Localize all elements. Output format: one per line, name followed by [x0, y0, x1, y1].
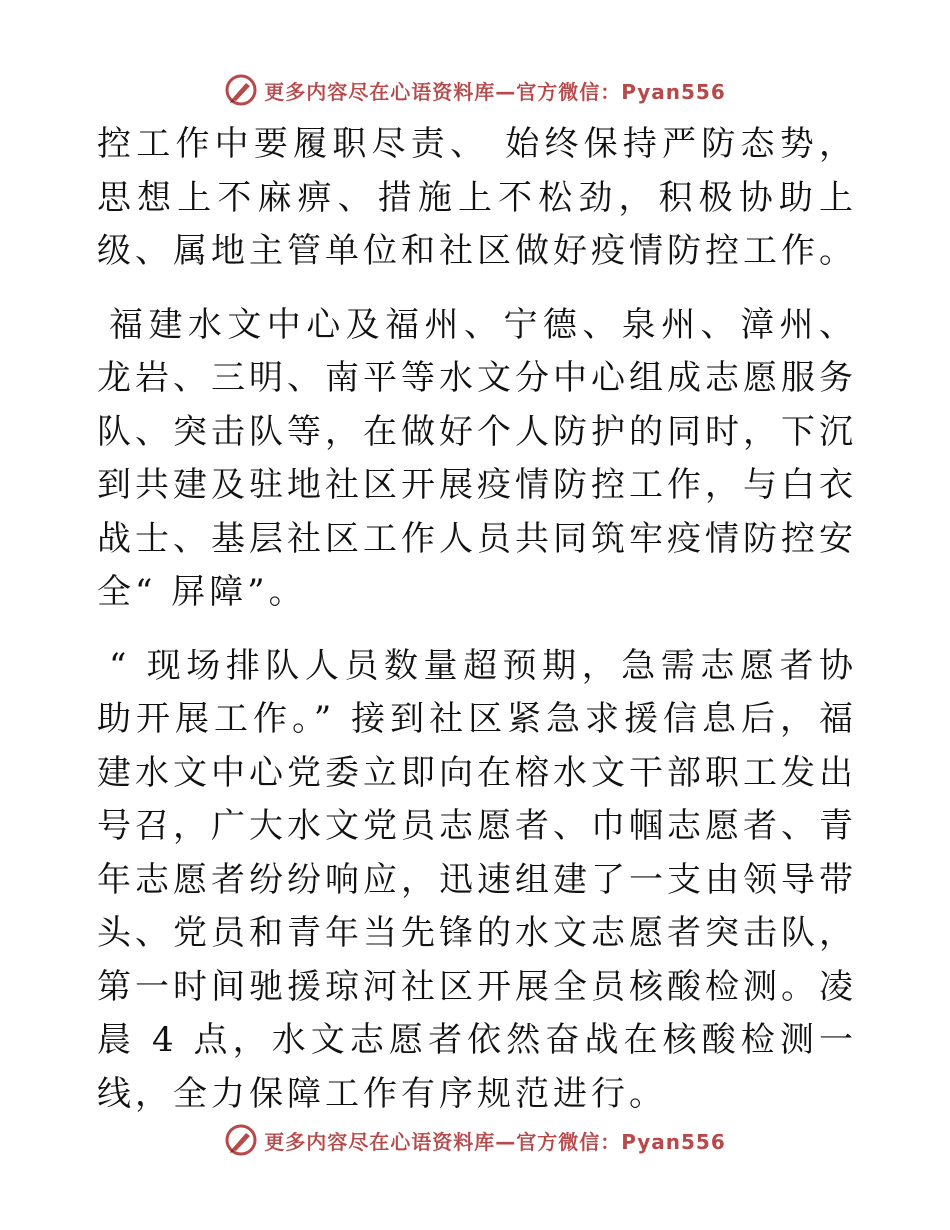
- pen-logo-icon: [224, 73, 258, 107]
- watermark-text: 更多内容尽在心语资料库—官方微信：Pyan556: [264, 79, 726, 104]
- pen-logo-icon: [224, 1123, 258, 1157]
- watermark-text: 更多内容尽在心语资料库—官方微信：Pyan556: [264, 1129, 726, 1154]
- header-watermark: [0, 70, 950, 110]
- paragraph: “ 现场排队人员数量超预期，急需志愿者协助开展工作。” 接到社区紧急求援信息后，福建水文中心党委立即向在榕水文干部职工发出号召，广大水文党员志愿者、巾帼志愿者、青年志愿者纷纷响应，迅速组建了一支由领导带头、党员和青年当先锋的水文志愿者突击队，第一时间驰援琼河社区开展全员核酸检测。凌晨 4 点，水文志愿者依然奋战在核酸检测一线，全力保障工作有序规范进行。: [97, 645, 857, 1114]
- footer-watermark: [0, 1120, 950, 1160]
- document-body: [97, 118, 857, 1155]
- paragraph: 福建水文中心及福州、宁德、泉州、漳州、龙岩、三明、南平等水文分中心组成志愿服务队、突击队等，在做好个人防护的同时，下沉到共建及驻地社区开展疫情防控工作，与白衣战士、基层社区工作人员共同筑牢疫情防控安全“ 屏障”。: [97, 304, 857, 612]
- paragraph: 控工作中要履职尽责、 始终保持严防态势，思想上不麻痹、措施上不松劲，积极协助上级、属地主管单位和社区做好疫情防控工作。: [97, 124, 857, 271]
